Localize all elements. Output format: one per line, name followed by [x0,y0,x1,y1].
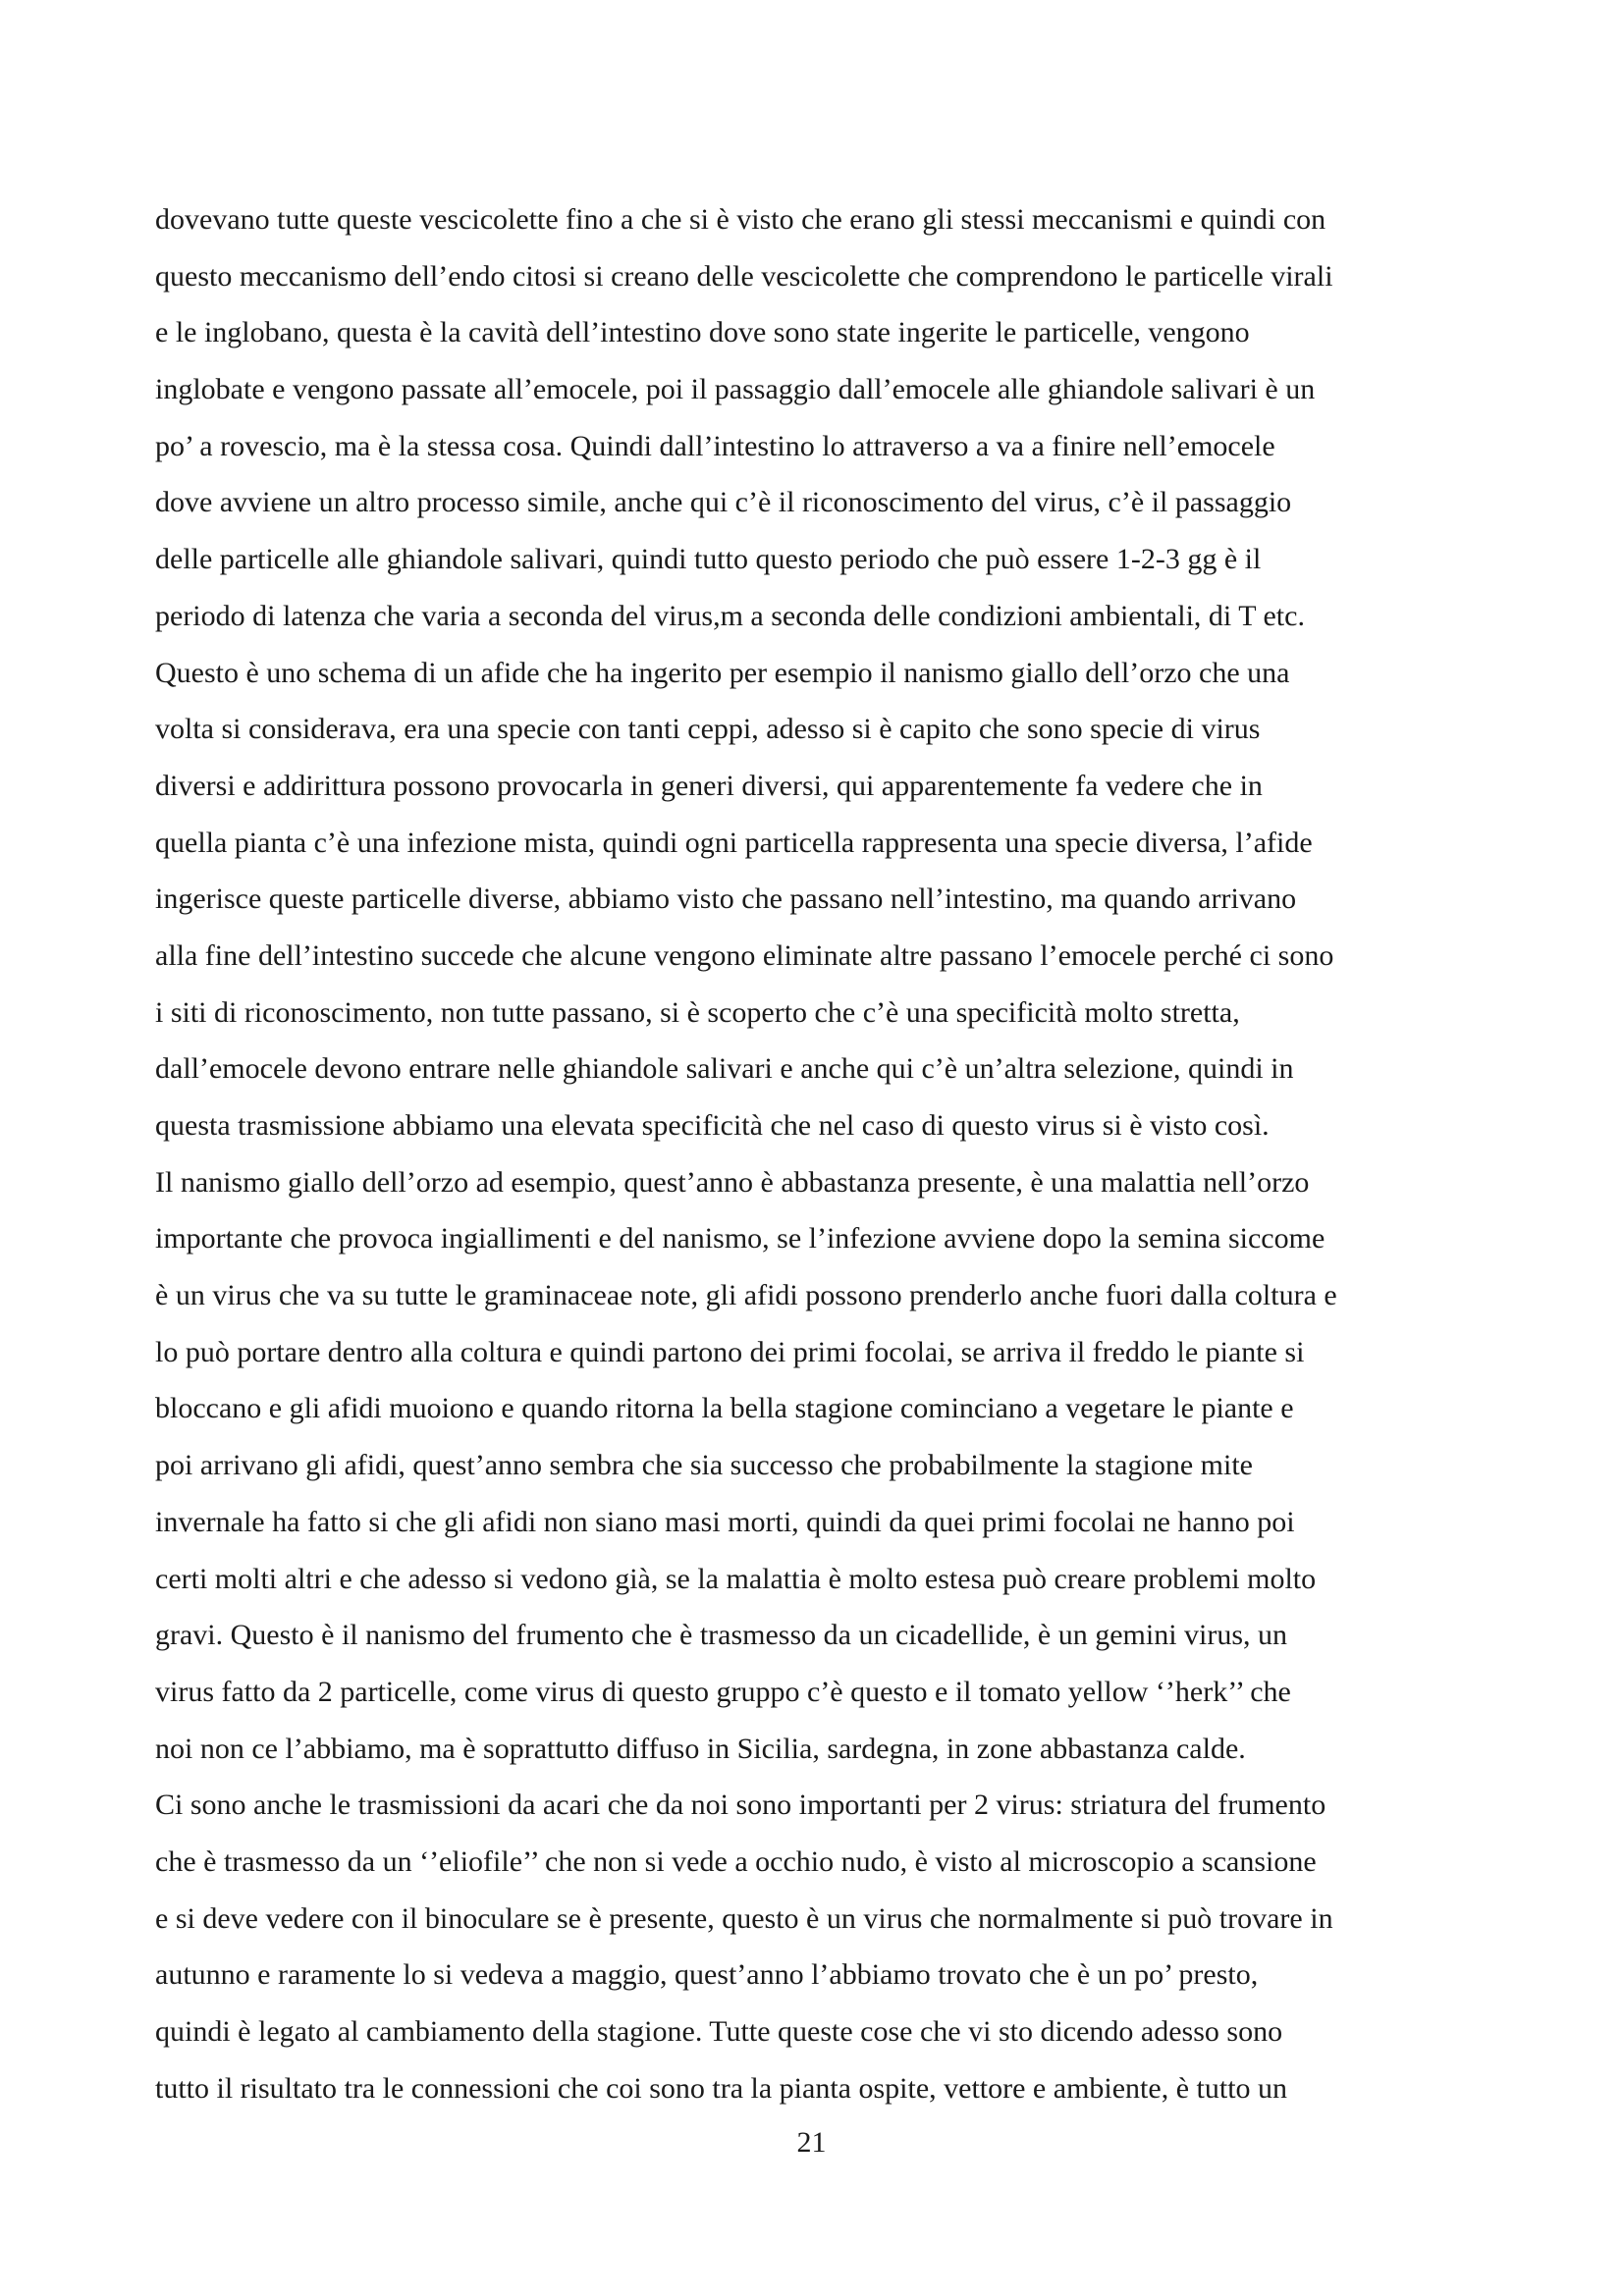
text-line: dovevano tutte queste vescicolette fino a che si è visto che erano gli stessi meccanismi e quindi con [155,203,1326,236]
text-line: dall’emocele devono entrare nelle ghiandole salivari e anche qui c’è un’altra selezione, quindi in [155,1052,1294,1086]
text-line: Questo è uno schema di un afide che ha ingerito per esempio il nanismo giallo dell’orzo che una [155,656,1290,689]
text-line: autunno e raramente lo si vedeva a maggio, quest’anno l’abbiamo trovato che è un po’ presto, [155,1958,1259,1992]
text-line: virus fatto da 2 particelle, come virus di questo gruppo c’è questo e il tomato yellow ‘’herk’’ che [155,1675,1291,1708]
text-line: quella pianta c’è una infezione mista, quindi ogni particella rappresenta una specie diversa, l’afide [155,826,1313,859]
text-line: alla fine dell’intestino succede che alcune vengono eliminate altre passano l’emocele perché ci sono [155,938,1334,972]
page-number: 21 [796,2126,827,2159]
text-line: dove avviene un altro processo simile, anche qui c’è il riconoscimento del virus, c’è il passaggio [155,486,1292,519]
text-line: noi non ce l’abbiamo, ma è soprattutto diffuso in Sicilia, sardegna, in zone abbastanza calde. [155,1732,1246,1765]
text-line: ingerisce queste particelle diverse, abbiamo visto che passano nell’intestino, ma quando arrivano [155,882,1297,916]
text-line: tutto il risultato tra le connessioni che coi sono tra la pianta ospite, vettore e ambiente, è tutto un [155,2071,1288,2105]
text-line: questo meccanismo dell’endo citosi si creano delle vescicolette che comprendono le particelle virali [155,259,1333,293]
text-line: lo può portare dentro alla coltura e quindi partono dei primi focolai, se arriva il freddo le piante si [155,1335,1305,1368]
text-line: volta si considerava, era una specie con tanti ceppi, adesso si è capito che sono specie di virus [155,713,1261,746]
text-line: Il nanismo giallo dell’orzo ad esempio, quest’anno è abbastanza presente, è una malattia nell’orzo [155,1165,1310,1199]
text-line: periodo di latenza che varia a seconda del virus,m a seconda delle condizioni ambientali, di T etc. [155,599,1305,632]
text-line: è un virus che va su tutte le graminaceae note, gli afidi possono prenderlo anche fuori dalla coltura e [155,1279,1337,1312]
text-line: bloccano e gli afidi muoiono e quando ritorna la bella stagione cominciano a vegetare le piante e [155,1392,1294,1425]
text-line: i siti di riconoscimento, non tutte passano, si è scoperto che c’è una specificità molto stretta, [155,995,1240,1029]
text-line: gravi. Questo è il nanismo del frumento che è trasmesso da un cicadellide, è un gemini virus, un [155,1619,1288,1652]
text-line: po’ a rovescio, ma è la stessa cosa. Quindi dall’intestino lo attraverso a va a finire nell’emocele [155,429,1275,462]
text-line: che è trasmesso da un ‘’eliofile’’ che non si vede a occhio nudo, è visto al microscopio a scansione [155,1844,1317,1878]
text-line: inglobate e vengono passate all’emocele, poi il passaggio dall’emocele alle ghiandole salivari è un [155,373,1316,406]
text-line: quindi è legato al cambiamento della stagione. Tutte queste cose che vi sto dicendo adesso sono [155,2015,1283,2048]
text-line: invernale ha fatto si che gli afidi non siano masi morti, quindi da quei primi focolai ne hanno poi [155,1505,1295,1538]
text-line: delle particelle alle ghiandole salivari, quindi tutto questo periodo che può essere 1-2-3 gg è il [155,543,1262,576]
text-line: e le inglobano, questa è la cavità dell’intestino dove sono state ingerite le particelle, vengono [155,316,1250,349]
text-line: certi molti altri e che adesso si vedono già, se la malattia è molto estesa può creare problemi molto [155,1562,1317,1595]
text-line: diversi e addirittura possono provocarla in generi diversi, qui apparentemente fa vedere che in [155,769,1263,802]
text-line: questa trasmissione abbiamo una elevata specificità che nel caso di questo virus si è visto così. [155,1109,1270,1142]
body-text [155,191,1476,2116]
text-line: poi arrivano gli afidi, quest’anno sembra che sia successo che probabilmente la stagione mite [155,1449,1253,1482]
text-line: e si deve vedere con il binoculare se è presente, questo è un virus che normalmente si può trovare in [155,1901,1333,1935]
text-line: Ci sono anche le trasmissioni da acari che da noi sono importanti per 2 virus: striatura del frumento [155,1789,1326,1822]
text-line: importante che provoca ingiallimenti e del nanismo, se l’infezione avviene dopo la semina siccome [155,1222,1325,1255]
